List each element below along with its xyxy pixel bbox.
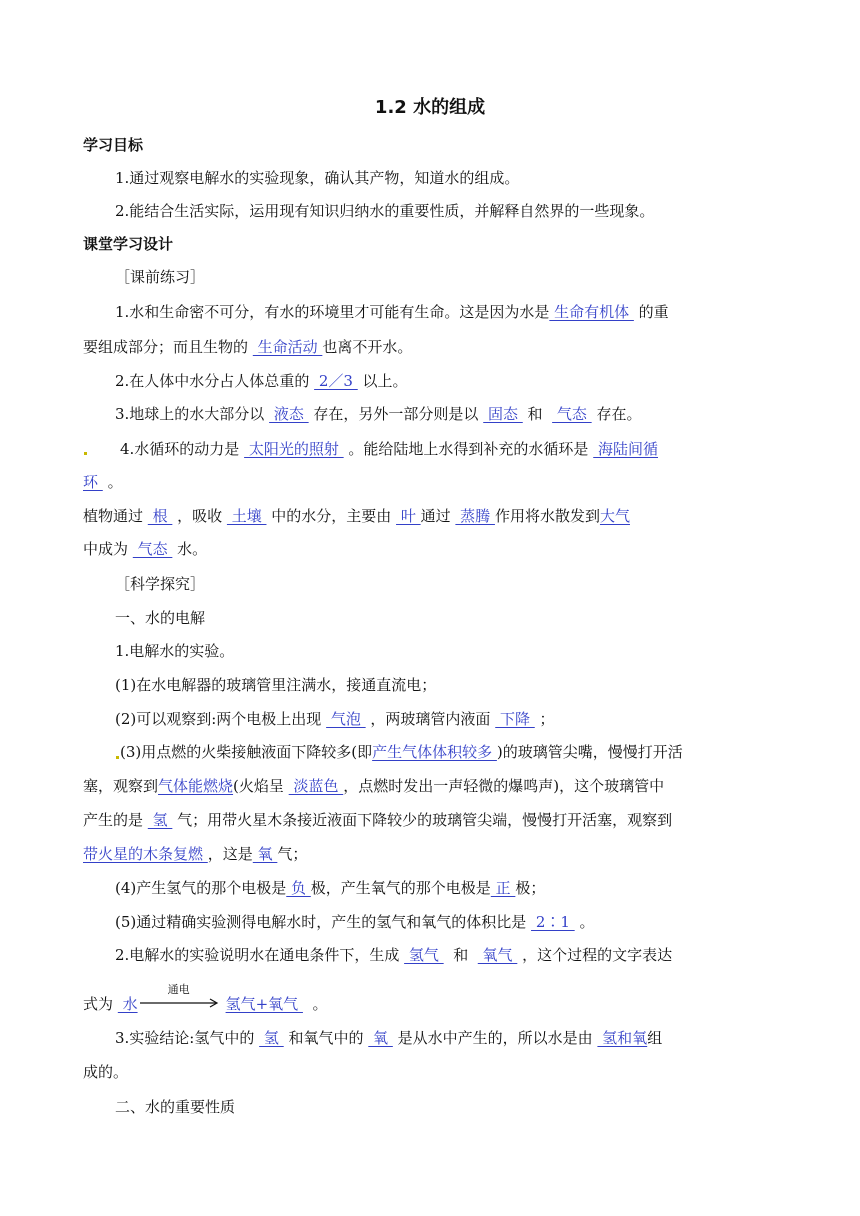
experiment-step-4 (115, 877, 785, 899)
part-2-heading: 二、水的重要性质 (115, 1098, 236, 1116)
text: (2)可以观察到:两个电极上出现 (115, 710, 322, 728)
text: (5)通过精确实验测得电解水时，产生的氢气和氧气的体积比是 (115, 913, 527, 931)
text: 极； (515, 879, 546, 897)
text: 3.实验结论:氢气中的 (115, 1029, 255, 1047)
text: 气； (277, 845, 308, 863)
answer-blank: 液态 (269, 405, 309, 423)
part-1-heading: 一、水的电解 (115, 609, 206, 627)
answer-blank: 固态 (483, 405, 523, 423)
text: 存在，另外一部分则是以 (313, 405, 479, 423)
answer-blank: 气态 (552, 405, 592, 423)
goal-2: 2.能结合生活实际，运用现有知识归纳水的重要性质，并解释自然界的一些现象。 (115, 202, 655, 220)
pre-practice-label: ［课前练习］ (115, 268, 206, 286)
experiment-step-2 (115, 708, 785, 730)
text: ，这是 (207, 845, 253, 863)
experiment-2-line-2 (83, 983, 783, 1015)
question-2 (115, 370, 785, 392)
question-4-line-1 (120, 438, 820, 460)
text: 也离不开水。 (322, 338, 413, 356)
answer-blank: 气泡 (326, 710, 366, 728)
section-heading-design: 课堂学习设计 (83, 235, 174, 253)
text: 中的水分，主要由 (271, 507, 392, 525)
text: 是从水中产生的，所以水是由 (397, 1029, 593, 1047)
answer-blank: 氧气 (477, 946, 518, 964)
answer-blank: 2∶1 (531, 913, 575, 931)
text: 和 (453, 946, 469, 964)
answer-blank: 2／3 (314, 372, 358, 390)
question-5-line-2 (83, 538, 783, 560)
answer-blank: 氢气+氧气 (225, 995, 303, 1013)
science-inquiry-label: ［科学探究］ (115, 575, 206, 593)
text: 塞，观察到 (83, 777, 159, 795)
text: ，这个过程的文字表达 (522, 946, 673, 964)
text: ； (539, 710, 555, 728)
text: (3)用点燃的火柴接触液面下降较多(即 (120, 743, 373, 761)
text: 以上。 (362, 372, 408, 390)
experiment-step-3-line-4 (83, 843, 783, 865)
experiment-step-3-line-3 (83, 809, 783, 831)
reaction-arrow (138, 983, 226, 1015)
answer-blank: 氢 (147, 811, 173, 829)
answer-blank: 氢和氧 (597, 1029, 648, 1047)
answer-blank: 氢气 (404, 946, 444, 964)
answer-blank: 正 (490, 879, 516, 897)
answer-blank: 土壤 (226, 507, 267, 525)
answer-blank: 氧 (368, 1029, 393, 1047)
answer-blank: 生命有机体 (549, 303, 634, 321)
text: 要组成部分；而且生物的 (83, 338, 249, 356)
text: 的重 (638, 303, 669, 321)
text: 式为 (83, 995, 114, 1013)
answer-blank: 氢 (259, 1029, 284, 1047)
answer-blank: 根 (147, 507, 173, 525)
question-3 (115, 403, 785, 425)
answer-blank: 大气 (599, 507, 630, 525)
text: 组 (647, 1029, 663, 1047)
question-1-line-1 (115, 301, 785, 323)
text: 。能给陆地上水得到补充的水循环是 (348, 440, 589, 458)
answer-blank: 淡蓝色 (288, 777, 344, 795)
answer-blank: 生命活动 (252, 338, 323, 356)
experiment-1-title: 1.电解水的实验。 (115, 642, 235, 660)
experiment-2-line-1 (115, 944, 785, 966)
text: 。 (579, 913, 595, 931)
text: 极，产生氧气的那个电极是 (310, 879, 491, 897)
text: 气；用带火星木条接近液面下降较少的玻璃管尖端，慢慢打开活塞，观察到 (177, 811, 673, 829)
answer-blank: 气体能燃烧 (158, 777, 234, 795)
text: ，点燃时发出一声轻微的爆鸣声)，这个玻璃管中 (343, 777, 665, 795)
answer-blank: 水 (117, 995, 138, 1013)
text: 植物通过 (83, 507, 144, 525)
answer-blank: 负 (286, 879, 311, 897)
section-heading-goals: 学习目标 (83, 136, 144, 154)
text: (火焰呈 (233, 777, 284, 795)
text: )的玻璃管尖嘴，慢慢打开活 (496, 743, 683, 761)
experiment-step-3-line-2 (83, 775, 783, 797)
conclusion-line-2: 成的。 (83, 1063, 129, 1081)
text: 作用将水散发到 (494, 507, 600, 525)
text: 1.水和生命密不可分，有水的环境里才可能有生命。这是因为水是 (115, 303, 550, 321)
text: 水。 (177, 540, 208, 558)
answer-blank: 带火星的木条复燃 (83, 845, 208, 863)
question-4-line-2 (83, 471, 783, 493)
stray-mark (116, 756, 119, 759)
text: 。 (312, 995, 328, 1013)
page-title: 1.2 水的组成 (374, 97, 486, 118)
answer-blank: 氧 (252, 845, 278, 863)
text: (4)产生氢气的那个电极是 (115, 879, 287, 897)
text: 2.在人体中水分占人体总重的 (115, 372, 310, 390)
experiment-step-5 (115, 911, 785, 933)
answer-blank: 蒸腾 (455, 507, 495, 525)
stray-mark (84, 452, 87, 455)
text: 4.水循环的动力是 (120, 440, 240, 458)
text: ，吸收 (177, 507, 223, 525)
text: 和氧气中的 (288, 1029, 364, 1047)
text: 存在。 (596, 405, 642, 423)
answer-blank: 产生气体体积较多 (372, 743, 497, 761)
answer-blank: 下降 (495, 710, 535, 728)
text: 产生的是 (83, 811, 144, 829)
text: 3.地球上的水大部分以 (115, 405, 265, 423)
question-5-line-1 (83, 505, 783, 527)
text: 通过 (420, 507, 451, 525)
arrow-icon (140, 998, 220, 1008)
text: ，两玻璃管内液面 (370, 710, 491, 728)
answer-blank: 环 (83, 473, 103, 491)
conclusion-line-1 (115, 1027, 785, 1049)
text: 。 (107, 473, 123, 491)
question-1-line-2 (83, 336, 783, 358)
answer-blank: 气态 (132, 540, 173, 558)
answer-blank: 太阳光的照射 (244, 440, 344, 458)
text: 和 (527, 405, 543, 423)
experiment-step-3-line-1 (120, 741, 790, 763)
reaction-condition: 通电 (167, 983, 190, 996)
experiment-step-1: (1)在水电解器的玻璃管里注满水，接通直流电； (115, 676, 437, 694)
goal-1: 1.通过观察电解水的实验现象，确认其产物，知道水的组成。 (115, 169, 520, 187)
text: 中成为 (83, 540, 129, 558)
answer-blank: 叶 (396, 507, 421, 525)
text: 2.电解水的实验说明水在通电条件下，生成 (115, 946, 400, 964)
answer-blank: 海陆间循 (593, 440, 658, 458)
